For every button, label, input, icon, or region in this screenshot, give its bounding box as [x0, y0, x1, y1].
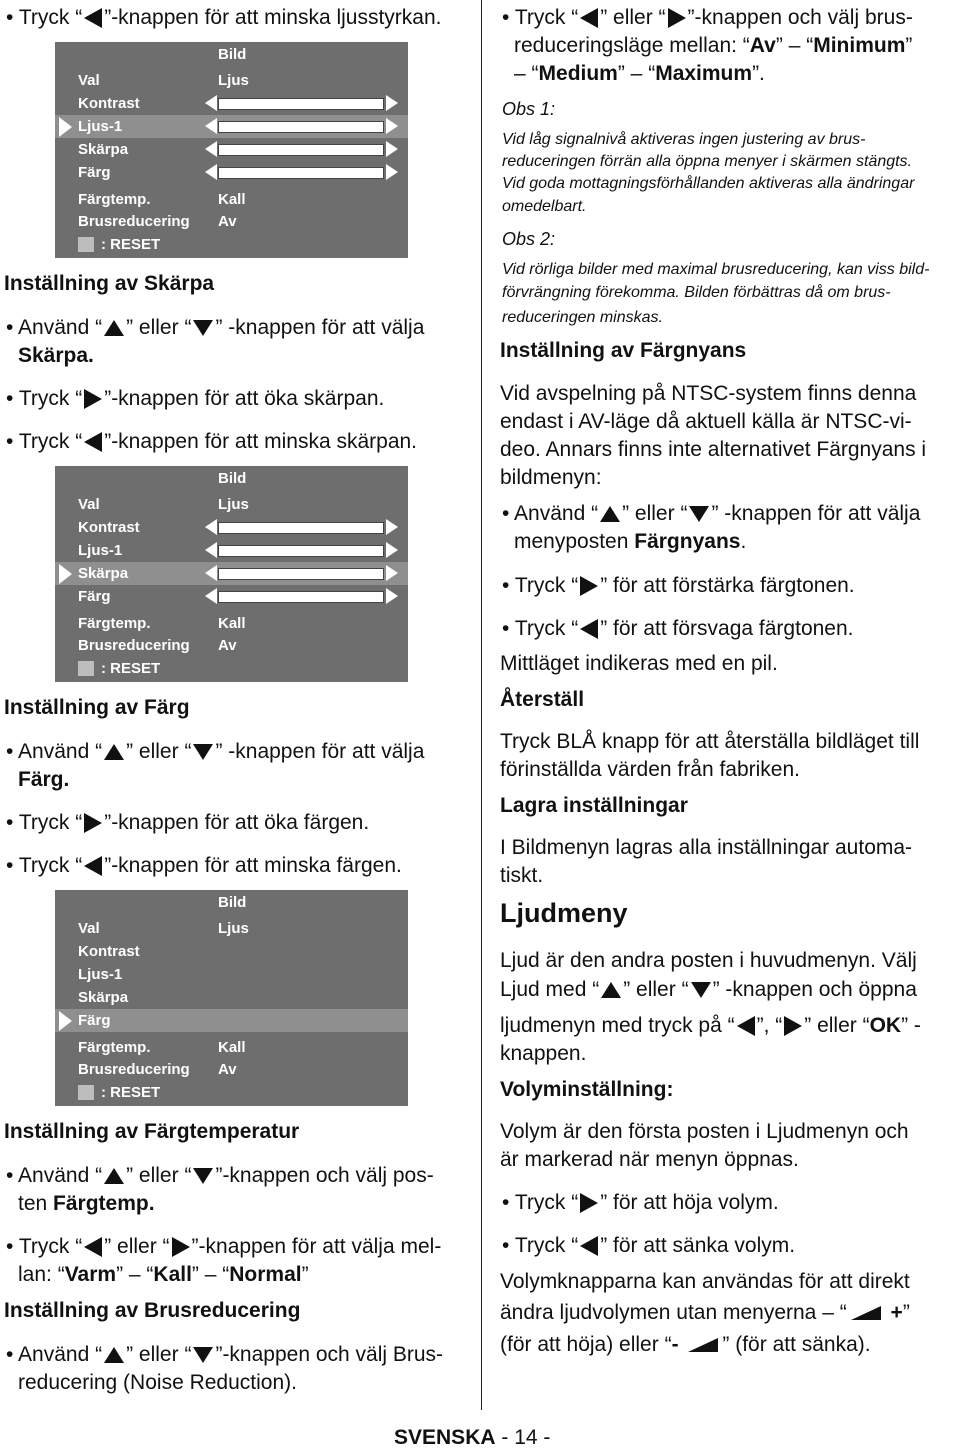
volym-text-3: Volymknapparna kan användas för att direkt [500, 1270, 910, 1293]
obs1-text-3: Vid goda mottagningsförhållanden aktiveras alla ändringar [502, 175, 915, 192]
menu-row-brus: Brusreducering Av [78, 1061, 237, 1078]
heading-brusreducering: Inställning av Brusreducering [4, 1299, 301, 1322]
menu-title: Bild [218, 470, 247, 487]
up-arrow-icon [600, 506, 620, 522]
left-arrow-icon [580, 1236, 598, 1256]
up-arrow-icon [601, 982, 621, 998]
heading-lagra: Lagra inställningar [500, 794, 688, 817]
left-arrow-icon [737, 1016, 755, 1036]
right-arrow-icon [386, 141, 398, 157]
menu-row-kontrast: Kontrast [55, 92, 408, 115]
menu-row-brus: Brusreducering Av [78, 213, 237, 230]
instruction-brusreducering-lage: • Tryck “ ” eller “ ”-knappen och välj brus- [502, 6, 913, 29]
footer-page-number: - 14 - [501, 1426, 551, 1449]
menu-row-kontrast: Kontrast [78, 943, 140, 960]
menu-row-ljus: Ljus-1 [55, 539, 408, 562]
ljud-text-2: Ljud med “ ” eller “ ” -knappen och öppna [500, 978, 917, 1001]
ljud-text-3: ljudmenyn med tryck på “ ”, “ ” eller “OK” - [500, 1014, 921, 1037]
instruction-valja-skarpa: • Använd “ ” eller “ ” -knappen för att välja [6, 316, 425, 339]
down-arrow-icon [193, 320, 213, 336]
menu-row-reset: : RESET [55, 233, 408, 256]
menu-row-skarpa: Skärpa [55, 562, 408, 585]
menu-row-fargtemp: Färgtemp. Kall [78, 615, 246, 632]
heading-fargnyans: Inställning av Färgnyans [500, 339, 747, 362]
instruction-hoja-volym: • Tryck “ ” för att höja volym. [502, 1191, 779, 1214]
obs1-text-2: reduceringen förrän alla öppna menyer i skärmen stängts. [502, 153, 912, 170]
right-arrow-icon [386, 118, 398, 134]
lagra-text-2: tiskt. [500, 864, 544, 887]
instruction-valja-brus-cont: reducering (Noise Reduction). [18, 1371, 297, 1394]
left-arrow-icon [84, 432, 102, 452]
cursor-icon [59, 1011, 72, 1031]
menu-row-val: Val Ljus [78, 496, 249, 513]
right-arrow-icon [784, 1016, 802, 1036]
menu-row-farg: Färg [55, 1009, 408, 1032]
left-arrow-icon [84, 1237, 102, 1257]
right-arrow-icon [84, 389, 102, 409]
volym-text-1: Volym är den första posten i Ljudmenyn och [500, 1120, 909, 1143]
menu-row-kontrast: Kontrast [55, 516, 408, 539]
left-arrow-icon [205, 141, 217, 157]
right-arrow-icon [668, 8, 686, 28]
blue-button-icon [78, 237, 94, 252]
instruction-valja-brus: • Använd “ ” eller “ ”-knappen och välj Brus- [6, 1343, 444, 1366]
menu-row-val: Val Ljus [78, 920, 249, 937]
volym-text-4: ändra ljudvolymen utan menyerna – “ +” [500, 1301, 910, 1324]
right-arrow-icon [386, 95, 398, 111]
level-bar [218, 98, 384, 110]
heading-aterstall: Återställ [500, 688, 585, 711]
column-divider [481, 0, 482, 1410]
left-arrow-icon [580, 8, 598, 28]
left-arrow-icon [205, 95, 217, 111]
left-arrow-icon [84, 8, 102, 28]
volym-text-2: är markerad när menyn öppnas. [500, 1148, 799, 1171]
heading-fargtemperatur: Inställning av Färgtemperatur [4, 1120, 300, 1143]
heading-skarpa: Inställning av Skärpa [4, 272, 215, 295]
ljud-text-1: Ljud är den andra posten i huvudmenyn. Välj [500, 949, 917, 972]
instruction-forsvaga: • Tryck “ ” för att försvaga färgtonen. [502, 617, 854, 640]
instruction-valja-farg-cont: Färg. [18, 768, 70, 791]
cursor-icon [59, 117, 72, 137]
instruction-valja-fargtemp: • Använd “ ” eller “ ”-knappen och välj pos- [6, 1164, 434, 1187]
obs2-label: Obs 2: [502, 229, 556, 249]
menu-row-fargtemp: Färgtemp. Kall [78, 191, 246, 208]
instruction-valja-farg: • Använd “ ” eller “ ” -knappen för att välja [6, 740, 425, 763]
instruction-brusreducering-lage-cont2: – “Medium” – “Maximum”. [514, 62, 765, 85]
right-arrow-icon [172, 1237, 190, 1257]
instruction-sanka-volym: • Tryck “ ” för att sänka volym. [502, 1234, 796, 1257]
left-arrow-icon [84, 856, 102, 876]
picture-menu-farg [55, 890, 408, 1106]
left-arrow-icon [580, 619, 598, 639]
level-bar [218, 121, 384, 133]
volume-icon [688, 1338, 718, 1352]
instruction-minska-ljus: • Tryck “ ”-knappen för att minska ljusstyrkan. [6, 6, 442, 29]
left-arrow-icon [205, 118, 217, 134]
ljud-text-4: knappen. [500, 1042, 587, 1065]
right-arrow-icon [580, 576, 598, 596]
menu-row-brus: Brusreducering Av [78, 637, 237, 654]
cursor-icon [59, 564, 72, 584]
menu-row-ljus: Ljus-1 [78, 966, 123, 983]
blue-button-icon [78, 1085, 94, 1100]
volym-text-5: (för att höja) eller “- ” (för att sänka). [500, 1333, 871, 1356]
level-bar [218, 167, 384, 179]
aterstall-text-2: förinställda värden från fabriken. [500, 758, 800, 781]
down-arrow-icon [193, 1347, 213, 1363]
volume-icon [851, 1306, 881, 1320]
menu-row-farg: Färg [55, 585, 408, 608]
obs1-text-1: Vid låg signalnivå aktiveras ingen justering av brus- [502, 131, 866, 148]
page-footer [394, 1424, 550, 1452]
menu-title: Bild [218, 894, 247, 911]
ntsc-text-4: bildmenyn: [500, 466, 602, 489]
down-arrow-icon [689, 506, 709, 522]
up-arrow-icon [104, 320, 124, 336]
menu-row-ljus: Ljus-1 [55, 115, 408, 138]
obs1-label: Obs 1: [502, 99, 556, 119]
obs1-text-4: omedelbart. [502, 198, 587, 215]
mittlage-text: Mittläget indikeras med en pil. [500, 652, 778, 675]
ntsc-text-1: Vid avspelning på NTSC-system finns denna [500, 382, 917, 405]
picture-menu-skarpa [55, 466, 408, 682]
down-arrow-icon [691, 982, 711, 998]
left-arrow-icon [205, 164, 217, 180]
menu-row-reset: : RESET [55, 1081, 408, 1104]
menu-row-skarpa: Skärpa [55, 138, 408, 161]
down-arrow-icon [193, 1168, 213, 1184]
obs2-text-1: Vid rörliga bilder med maximal brusreducering, kan viss bild- [502, 261, 930, 278]
instruction-valja-fargnyans: • Använd “ ” eller “ ” -knappen för att välja [502, 502, 921, 525]
obs2-text-2: förvrängning förekomma. Bilden förbättras då om brus- [502, 284, 891, 301]
menu-row-reset: : RESET [55, 657, 408, 680]
aterstall-text-1: Tryck BLÅ knapp för att återställa bildläget till [500, 730, 920, 753]
heading-ljudmeny: Ljudmeny [500, 898, 628, 928]
obs2-text-3: reduceringen minskas. [502, 309, 663, 326]
level-bar [218, 144, 384, 156]
heading-farg: Inställning av Färg [4, 696, 190, 719]
up-arrow-icon [104, 1347, 124, 1363]
menu-row-fargtemp: Färgtemp. Kall [78, 1039, 246, 1056]
right-arrow-icon [386, 164, 398, 180]
instruction-oka-skarpa: • Tryck “ ”-knappen för att öka skärpan. [6, 387, 385, 410]
heading-volym: Volyminställning: [500, 1078, 674, 1101]
instruction-minska-farg: • Tryck “ ”-knappen för att minska färgen. [6, 854, 402, 877]
down-arrow-icon [193, 744, 213, 760]
instruction-valja-fargtemp-cont: ten Färgtemp. [18, 1192, 155, 1215]
instruction-valja-mellan: • Tryck “ ” eller “ ”-knappen för att välja mel- [6, 1235, 442, 1258]
instruction-valja-skarpa-cont: Skärpa. [18, 344, 94, 367]
up-arrow-icon [104, 1168, 124, 1184]
right-arrow-icon [580, 1193, 598, 1213]
instruction-valja-fargnyans-cont: menyposten Färgnyans. [514, 530, 747, 553]
menu-row-skarpa: Skärpa [78, 989, 129, 1006]
menu-title: Bild [218, 46, 247, 63]
instruction-forstarka: • Tryck “ ” för att förstärka färgtonen. [502, 574, 855, 597]
right-arrow-icon [84, 813, 102, 833]
instruction-brusreducering-lage-cont: reduceringsläge mellan: “Av” – “Minimum” [514, 34, 913, 57]
ntsc-text-3: deo. Annars finns inte alternativet Färgnyans i [500, 438, 927, 461]
menu-row-farg: Färg [55, 161, 408, 184]
instruction-valja-mellan-cont: lan: “Varm” – “Kall” – “Normal” [18, 1263, 309, 1286]
picture-menu-ljus [55, 42, 408, 258]
ntsc-text-2: endast i AV-läge då aktuell källa är NTSC-vi- [500, 410, 912, 433]
blue-button-icon [78, 661, 94, 676]
lagra-text-1: I Bildmenyn lagras alla inställningar automa- [500, 836, 913, 859]
footer-language: SVENSKA [394, 1426, 496, 1449]
up-arrow-icon [104, 744, 124, 760]
menu-row-val: Val Ljus [78, 72, 249, 89]
instruction-minska-skarpa: • Tryck “ ”-knappen för att minska skärpan. [6, 430, 418, 453]
instruction-oka-farg: • Tryck “ ”-knappen för att öka färgen. [6, 811, 370, 834]
